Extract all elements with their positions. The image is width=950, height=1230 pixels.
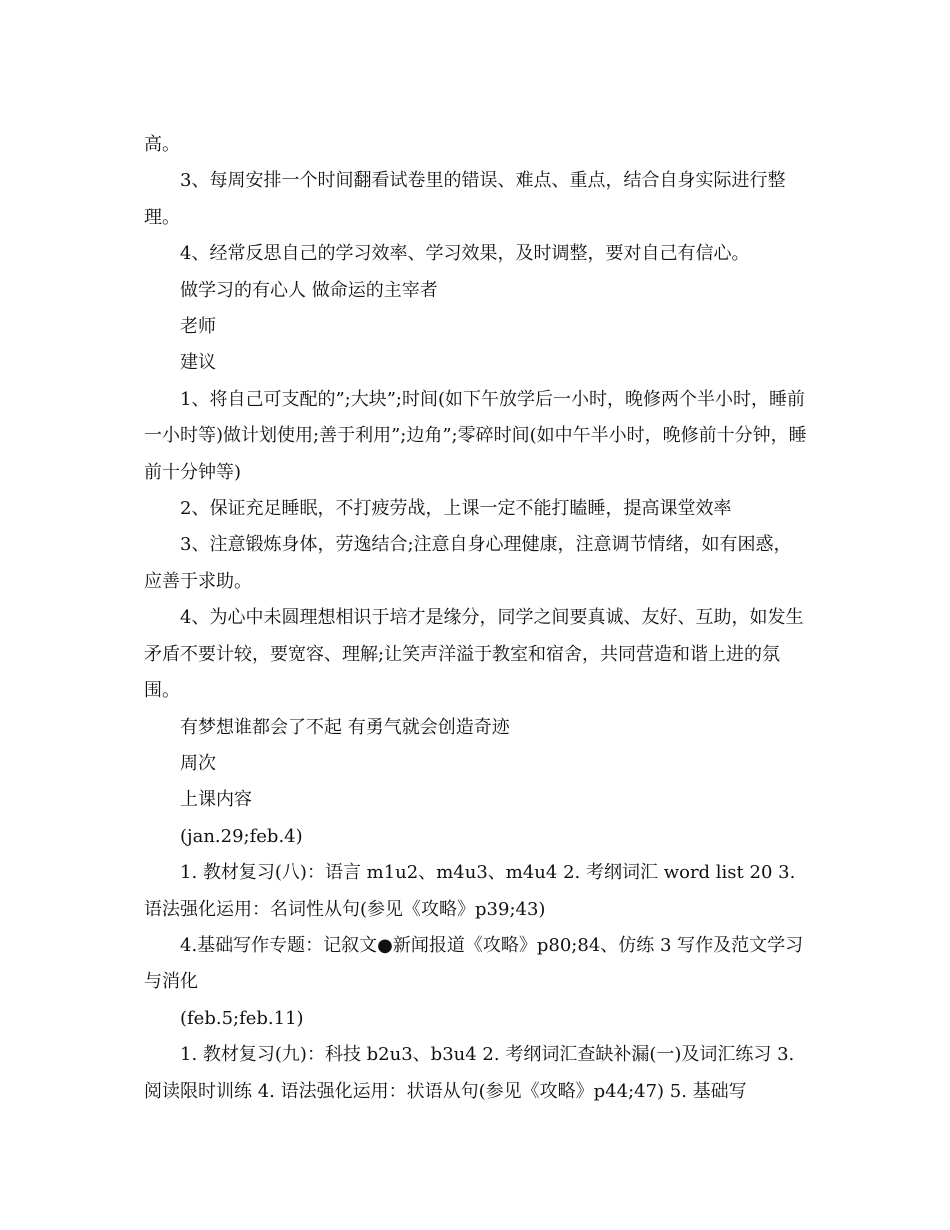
paragraph: 建议 xyxy=(180,352,216,374)
paragraph: 2、保证充足睡眠，不打疲劳战，上课一定不能打瞌睡，提高课堂效率 xyxy=(180,498,732,520)
paragraph: 上课内容 xyxy=(180,789,252,811)
paragraph: 周次 xyxy=(180,752,216,774)
section-heading: 做学习的有心人 做命运的主宰者 xyxy=(180,279,438,301)
paragraph: 老师 xyxy=(180,316,216,338)
paragraph: 高。 xyxy=(144,134,180,155)
paragraph: 4、为心中未圆理想相识于培才是缘分，同学之间要真诚、友好、互助，如发生矛盾不要计较，要宽容、理解;让笑声洋溢于教室和宿舍，共同营造和谐上进的氛围。 xyxy=(144,607,804,702)
paragraph: (feb.5;feb.11) xyxy=(180,1007,304,1029)
paragraph: 3、注意锻炼身体，劳逸结合;注意自身心理健康，注意调节情绪，如有困惑，应善于求助。 xyxy=(144,534,792,592)
paragraph: 1. 教材复习(九)：科技 b2u3、b3u4 2. 考纲词汇查缺补漏(一)及词汇练习 3. 阅读限时训练 4. 语法强化运用：状语从句(参见《攻略》p44;47) 5. 基础写 xyxy=(144,1044,800,1102)
document-body xyxy=(144,127,809,1110)
paragraph: (jan.29;feb.4) xyxy=(180,825,303,847)
paragraph: 3、每周安排一个时间翻看试卷里的错误、难点、重点，结合自身实际进行整理。 xyxy=(144,170,786,228)
paragraph: 4、经常反思自己的学习效率、学习效果，及时调整，要对自己有信心。 xyxy=(180,243,750,265)
paragraph: 4.基础写作专题：记叙文●新闻报道《攻略》p80;84、仿练 3 写作及范文学习与消化 xyxy=(144,934,804,993)
paragraph: 1. 教材复习(八)：语言 m1u2、m4u3、m4u4 2. 考纲词汇 word list 20 3. 语法强化运用：名词性从句(参见《攻略》p39;43) xyxy=(144,862,802,920)
section-heading: 有梦想谁都会了不起 有勇气就会创造奇迹 xyxy=(180,716,510,738)
paragraph: 1、将自己可支配的”;大块”;时间(如下午放学后一小时，晚修两个半小时，睡前一小时等)做计划使用;善于利用”;边角”;零碎时间(如中午半小时，晚修前十分钟，睡前十分钟等) xyxy=(144,388,807,483)
